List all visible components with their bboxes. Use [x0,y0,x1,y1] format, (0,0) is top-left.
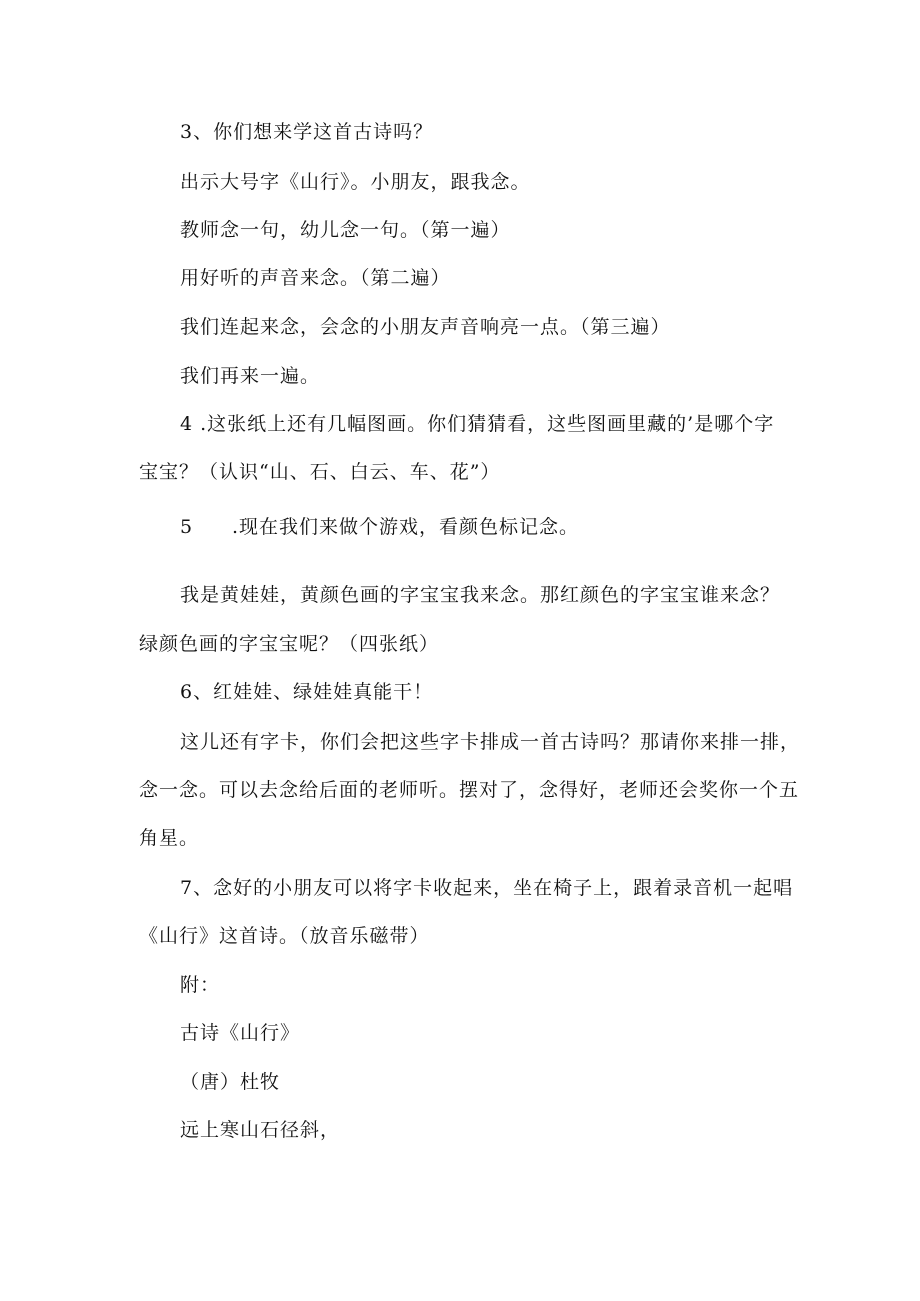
poem-first-line: 远上寒山石径斜， [180,1119,341,1141]
yellow-doll-line-1: 我是黄娃娃，黄颜色画的字宝宝我来念。那红颜色的字宝宝谁来念？ [180,584,781,606]
show-poem-title-line: 出示大号字《山行》。小朋友，跟我念。 [180,171,531,193]
step-7-line-1: 7、念好的小朋友可以将字卡收起来，坐在椅子上，跟着录音机一起唱 [180,877,794,899]
step-6-line: 6、红娃娃、绿娃娃真能干！ [180,681,434,703]
poem-title: 古诗《山行》 [180,1022,301,1044]
step-5-number: 5 [180,516,194,538]
step-3-question: 3、你们想来学这首古诗吗？ [180,121,434,143]
step-4-line-1: 4 .这张纸上还有几幅图画。你们猜猜看，这些图画里藏的’是哪个字 [180,413,775,435]
first-reading-line: 教师念一句，幼儿念一句。（第一遍） [180,219,511,241]
yellow-doll-line-2: 绿颜色画的字宝宝呢？（四张纸） [139,633,440,655]
repeat-reading-line: 我们再来一遍。 [180,365,321,387]
step-5-text: .现在我们来做个游戏，看颜色标记念。 [232,516,580,538]
word-cards-line-1: 这儿还有字卡，你们会把这些字卡排成一首古诗吗？那请你来排一排， [180,731,801,753]
step-7-line-2: 《山行》这首诗。（放音乐磁带） [139,925,430,947]
appendix-label: 附： [180,974,221,996]
third-reading-line: 我们连起来念，会念的小朋友声音响亮一点。（第三遍） [180,316,671,338]
word-cards-line-2: 念一念。可以去念给后面的老师听。摆对了，念得好，老师还会奖你一个五 [139,779,800,801]
poem-author: （唐）杜牧 [180,1071,281,1093]
step-4-line-2: 宝宝？（认识“山、石、白云、车、花”） [139,461,501,483]
second-reading-line: 用好听的声音来念。（第二遍） [180,267,451,289]
word-cards-line-3: 角星。 [139,827,200,849]
